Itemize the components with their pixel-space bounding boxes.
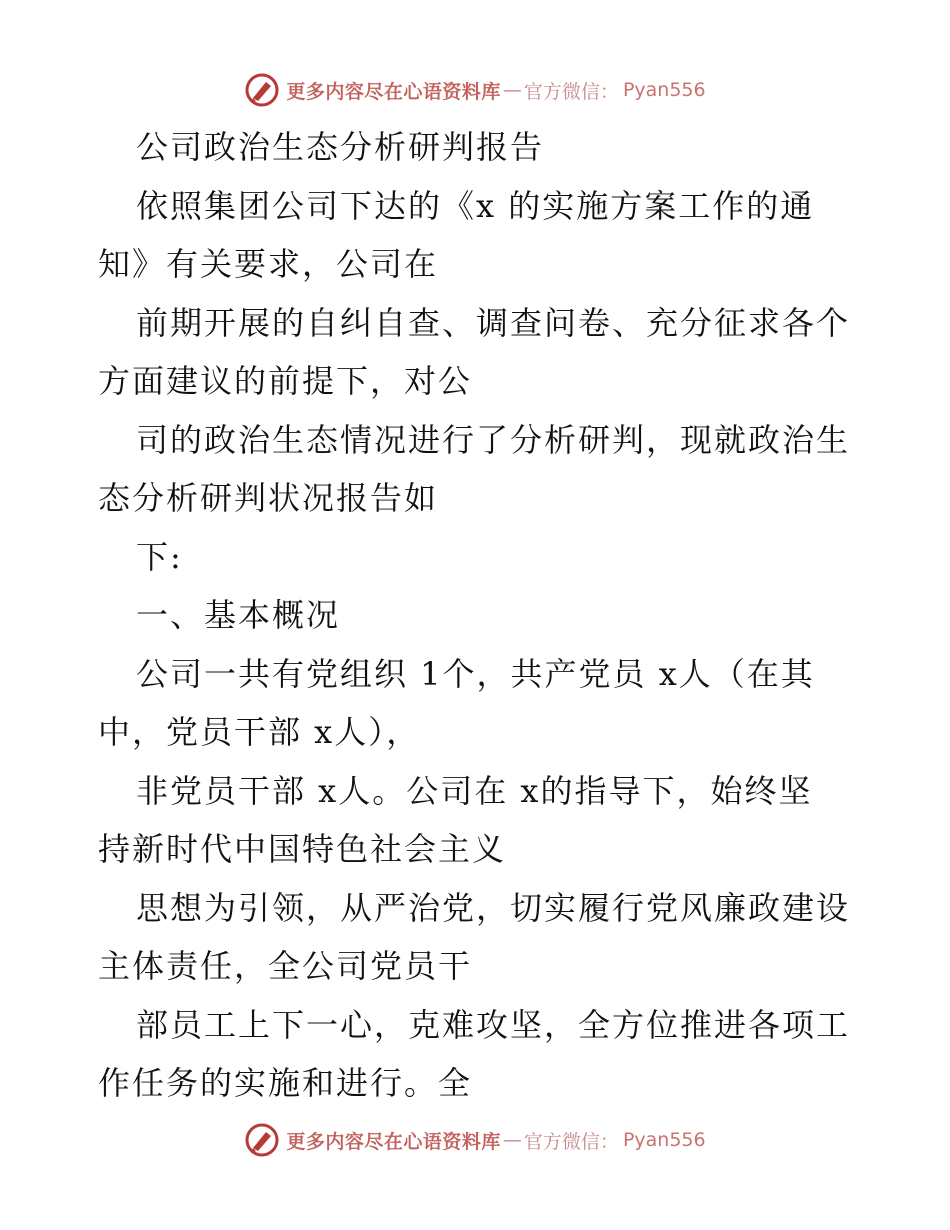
paragraph-line: 方面建议的前提下，对公 — [98, 362, 473, 400]
pen-logo-icon — [244, 1122, 280, 1158]
document-title: 公司政治生态分析研判报告 — [136, 128, 545, 166]
watermark-dash: — — [502, 79, 522, 101]
watermark-id: Pyan556 — [622, 1129, 706, 1151]
watermark-suffix: 官方微信： — [523, 1130, 619, 1153]
pen-logo-icon — [244, 72, 280, 108]
paragraph-line: 非党员干部 x人。公司在 x的指导下，始终坚 — [136, 771, 813, 810]
watermark-id: Pyan556 — [622, 79, 706, 101]
paragraph-line: 部员工上下一心，克难攻坚，全方位推进各项工 — [136, 1005, 851, 1044]
watermark-header — [0, 70, 950, 110]
paragraph-line: 公司一共有党组织 1个，共产党员 x人（在其 — [136, 654, 815, 693]
paragraph-line: 思想为引领，从严治党，切实履行党风廉政建设 — [136, 888, 851, 927]
watermark-prefix: 更多内容尽在心语资料库 — [286, 80, 501, 103]
paragraph-line: 中，党员干部 x人）， — [98, 713, 421, 751]
watermark-footer — [0, 1120, 950, 1160]
paragraph-line: 知》有关要求，公司在 — [98, 245, 439, 283]
paragraph-line: 前期开展的自纠自查、调查问卷、充分征求各个 — [136, 303, 851, 342]
watermark-prefix: 更多内容尽在心语资料库 — [286, 1130, 501, 1153]
paragraph-line: 态分析研判状况报告如 — [98, 479, 439, 517]
watermark-suffix: 官方微信： — [523, 80, 619, 103]
paragraph-line: 下: — [136, 537, 183, 576]
section-heading: 一、基本概况 — [136, 596, 341, 634]
paragraph-line: 主体责任，全公司党员干 — [98, 947, 473, 985]
watermark-dash: — — [502, 1129, 522, 1151]
paragraph-line: 作任务的实施和进行。全 — [98, 1064, 473, 1102]
paragraph-line: 依照集团公司下达的《x 的实施方案工作的通 — [136, 186, 815, 225]
paragraph-line: 持新时代中国特色社会主义 — [98, 830, 507, 868]
document-body — [98, 118, 858, 1113]
paragraph-line: 司的政治生态情况进行了分析研判，现就政治生 — [136, 420, 851, 459]
